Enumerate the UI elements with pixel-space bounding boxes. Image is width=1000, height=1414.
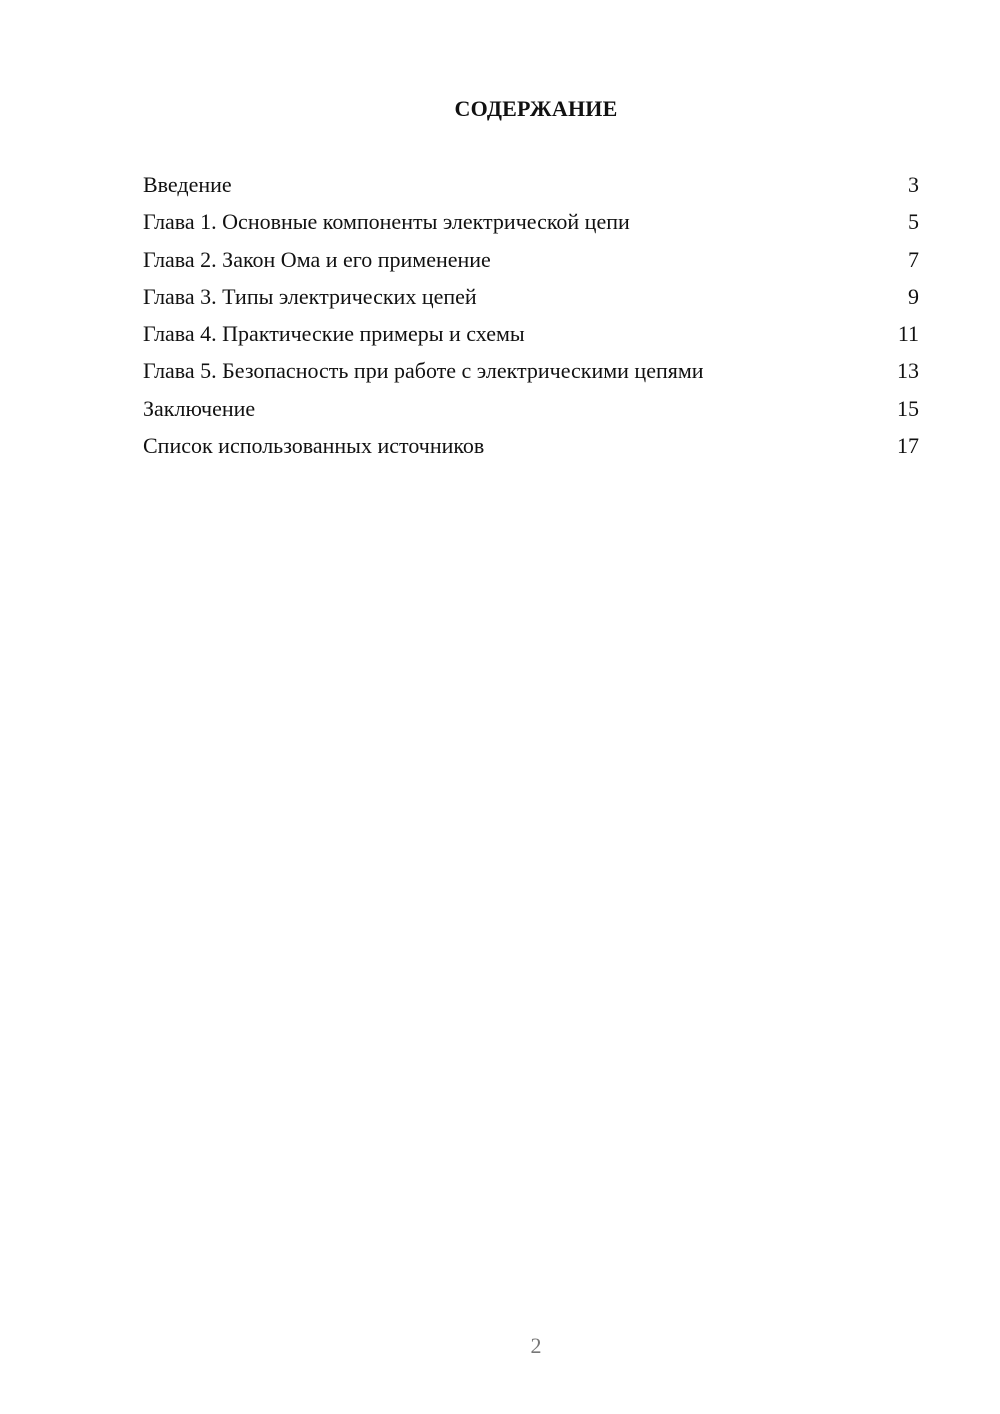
toc-entry-page-number: 15 — [897, 395, 919, 421]
toc-entry-chapter-4 — [143, 315, 919, 352]
toc-entry-title: Глава 3. Типы электрических цепей — [143, 283, 477, 309]
page-number: 2 — [530, 1333, 542, 1358]
toc-heading: СОДЕРЖАНИЕ — [454, 96, 618, 121]
toc-entry-page-number: 7 — [908, 246, 919, 272]
toc-entry-page-number: 17 — [897, 433, 919, 459]
toc-entry-title: Глава 1. Основные компоненты электрической цепи — [143, 209, 630, 235]
toc-entry-chapter-2 — [143, 241, 919, 278]
toc-entry-page-number: 3 — [908, 172, 919, 197]
toc-entry-chapter-3 — [143, 278, 919, 315]
toc-entry-page-number: 11 — [897, 321, 919, 347]
toc-entry-title: Глава 2. Закон Ома и его применение — [143, 246, 491, 272]
toc-entry-references — [143, 427, 919, 464]
toc-entry-page-number: 13 — [897, 358, 919, 384]
toc-entry-title: Глава 4. Практические примеры и схемы — [143, 321, 525, 347]
toc-entry-title: Введение — [143, 172, 232, 197]
toc-entry-chapter-1 — [143, 203, 919, 240]
toc-entry-conclusion — [143, 390, 919, 427]
toc-entry-introduction — [143, 166, 919, 203]
toc-entry-title: Заключение — [143, 395, 256, 421]
toc-entry-page-number: 5 — [908, 209, 919, 235]
toc-entry-title: Список использованных источников — [143, 433, 485, 459]
toc-entry-page-number: 9 — [908, 283, 919, 309]
table-of-contents — [143, 166, 919, 464]
toc-entry-chapter-5 — [143, 352, 919, 389]
toc-entry-title: Глава 5. Безопасность при работе с электрическими цепями — [143, 358, 704, 384]
